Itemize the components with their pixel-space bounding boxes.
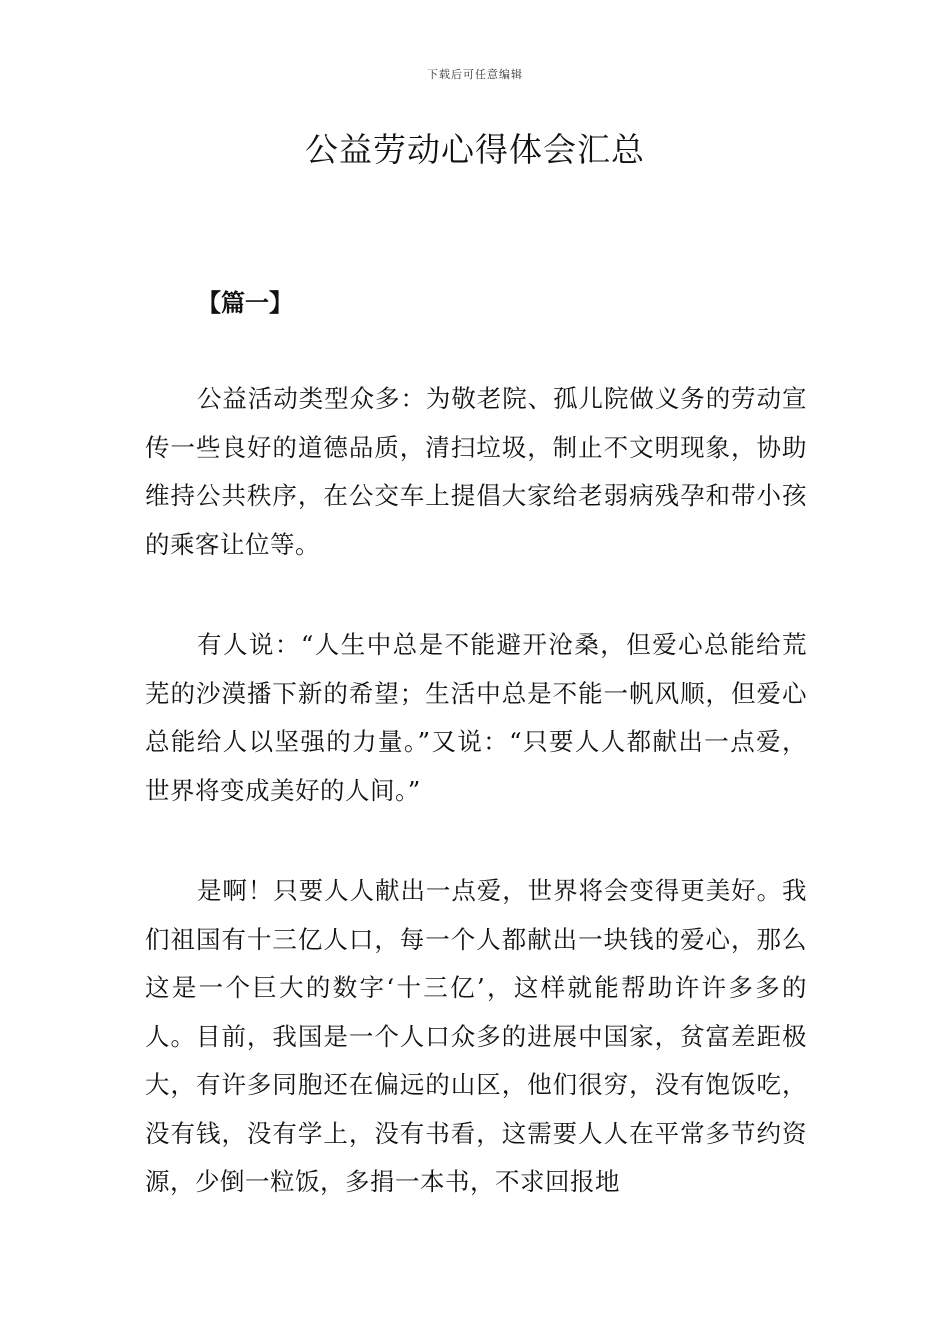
paragraph-1: 公益活动类型众多：为敬老院、孤儿院做义务的劳动宣传一些良好的道德品质，清扫垃圾，制止不文明现象，协助维持公共秩序，在公交车上提倡大家给老弱病残孕和带小孩的乘客让位等。: [145, 384, 807, 559]
document-body: [145, 375, 807, 1259]
section-label: 【篇一】: [197, 289, 293, 317]
paragraph-3: 是啊！只要人人献出一点爱，世界将会变得更美好。我们祖国有十三亿人口，每一个人都献出一块钱的爱心，那么这是一个巨大的数字‘十三亿’，这样就能帮助许许多多的人。目前，我国是一个人口众多的进展中国家，贫富差距极大，有许多同胞还在偏远的山区，他们很穷，没有饱饭吃，没有钱，没有学上，没有书看，这需要人人在平常多节约资源，少倒一粒饭，多捐一本书，不求回报地: [145, 876, 807, 1196]
header-note: 下载后可任意编辑: [427, 68, 523, 81]
document-title: 公益劳动心得体会汇总: [305, 130, 645, 169]
paragraph-2: 有人说：“人生中总是不能避开沧桑，但爱心总能给荒芜的沙漠播下新的希望；生活中总是不能一帆风顺，但爱心总能给人以坚强的力量。”又说：“只要人人都献出一点爱，世界将变成美好的人间。”: [145, 630, 807, 805]
